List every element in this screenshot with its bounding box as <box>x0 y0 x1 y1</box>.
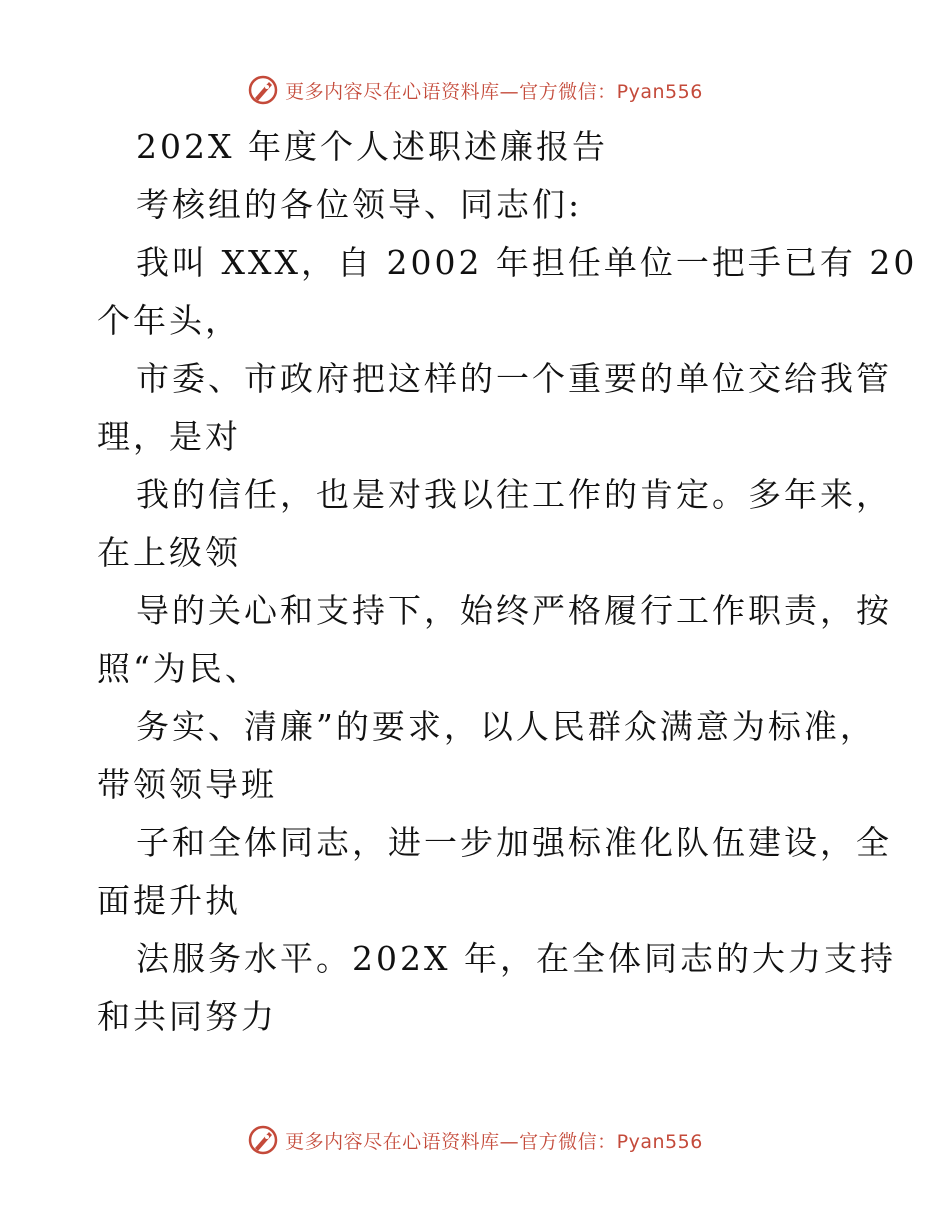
text-line: 面提升执 <box>97 881 241 920</box>
text-line: 法服务水平。202X 年，在全体同志的大力支持 <box>136 939 896 978</box>
document-body <box>97 118 918 1046</box>
pen-logo-icon <box>247 74 279 106</box>
watermark-text: 更多内容尽在心语资料库—官方微信：Pyan556 <box>285 80 703 103</box>
text-line: 导的关心和支持下，始终严格履行工作职责，按 <box>136 591 892 630</box>
pen-logo-icon <box>247 1124 279 1156</box>
document-title: 202X 年度个人述职述廉报告 <box>136 127 608 166</box>
text-line: 个年头， <box>97 301 241 340</box>
watermark-footer <box>0 1120 950 1160</box>
watermark-header <box>0 70 950 110</box>
text-line: 我的信任，也是对我以往工作的肯定。多年来， <box>136 475 892 514</box>
text-line: 子和全体同志，进一步加强标准化队伍建设，全 <box>136 823 892 862</box>
text-line: 市委、市政府把这样的一个重要的单位交给我管 <box>136 359 892 398</box>
text-line: 理，是对 <box>97 417 241 456</box>
text-line: 和共同努力 <box>97 997 277 1036</box>
text-line: 我叫 XXX，自 2002 年担任单位一把手已有 20 <box>136 243 918 282</box>
text-line: 在上级领 <box>97 533 241 572</box>
text-line: 带领领导班 <box>97 765 277 804</box>
text-line: 照“为民、 <box>97 649 261 688</box>
text-line: 考核组的各位领导、同志们: <box>136 185 583 224</box>
watermark-text: 更多内容尽在心语资料库—官方微信：Pyan556 <box>285 1130 703 1153</box>
text-line: 务实、清廉”的要求，以人民群众满意为标准， <box>136 707 876 746</box>
